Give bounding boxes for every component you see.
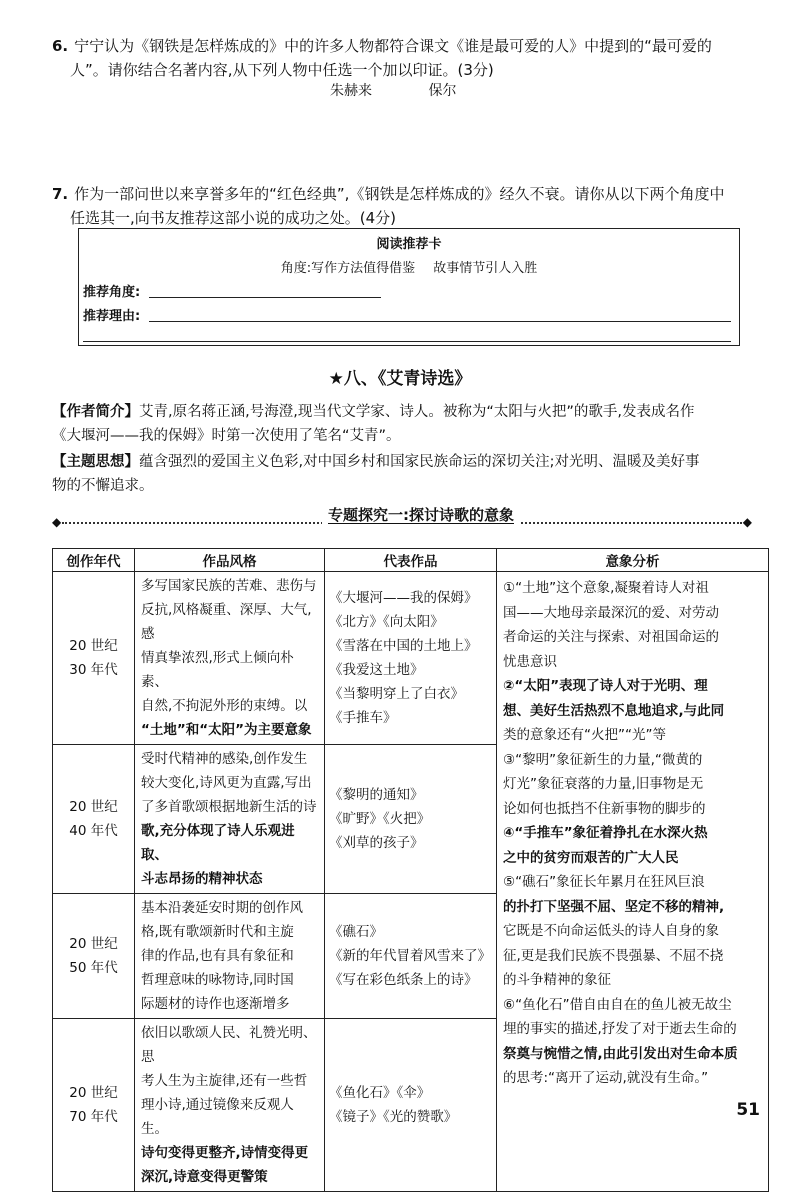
- analysis-line: ⑥“鱼化石”借自由自在的鱼儿被无故尘: [503, 996, 732, 1013]
- recommendation-card: [78, 228, 740, 346]
- works-cell: [325, 894, 497, 1019]
- table-header: 创作年代: [53, 549, 135, 572]
- character-option: 保尔: [428, 83, 457, 99]
- table-header: 意象分析: [497, 549, 769, 572]
- style-line: 斗志昂扬的精神状态: [141, 871, 263, 887]
- analysis-line: 忧患意识: [503, 653, 557, 670]
- work-title: 《礁石》: [329, 924, 383, 940]
- diamond-icon: ◆: [742, 515, 752, 529]
- work-title: 《手推车》: [329, 710, 397, 726]
- analysis-line: 它既是不向命运低头的诗人自身的象: [503, 923, 719, 939]
- question-text: 任选其一,向书友推荐这部小说的成功之处。(4分): [70, 209, 397, 227]
- era-cell: [53, 894, 135, 1019]
- card-angles: [79, 257, 739, 276]
- character-option: 朱赫来: [330, 83, 372, 99]
- analysis-line: ③“黎明”象征新生的力量,“微黄的: [503, 751, 703, 768]
- style-cell: [135, 572, 325, 745]
- imagery-table: [52, 548, 769, 1192]
- page-number: 51: [736, 1100, 760, 1120]
- analysis-line: 的扑打下坚强不屈、坚定不移的精神,: [503, 898, 725, 915]
- question-text: 人”。请你结合名著内容,从下列人物中任选一个加以印证。(3分): [70, 61, 494, 79]
- analysis-line: 灯光”象征衰落的力量,旧事物是无: [503, 776, 704, 792]
- character-options: [330, 80, 508, 100]
- card-title: 阅读推荐卡: [376, 237, 442, 252]
- theme-text: 蕴含强烈的爱国主义色彩,对中国乡村和国家民族命运的深切关注;对光明、温暖及美好事: [139, 454, 700, 470]
- style-line: 基本沿袭延安时期的创作风: [141, 900, 303, 916]
- analysis-line: 的斗争精神的象征: [503, 972, 611, 988]
- intro-text: 《大堰河——我的保姆》时第一次使用了笔名“艾青”。: [52, 428, 401, 444]
- style-line: 受时代精神的感染,创作发生: [141, 751, 308, 767]
- style-line: 理小诗,通过镜像来反观人生。: [141, 1097, 294, 1137]
- work-title: 《镜子》《光的赞歌》: [329, 1109, 458, 1125]
- analysis-cell: [497, 572, 769, 1192]
- style-line: 哲理意味的咏物诗,同时国: [141, 972, 294, 988]
- style-cell: [135, 745, 325, 894]
- question-number: 7.: [52, 185, 69, 203]
- era-cell: [53, 745, 135, 894]
- era-cell: [53, 572, 135, 745]
- angle-option: 角度:写作方法值得借鉴: [280, 261, 416, 276]
- work-title: 《新的年代冒着风雪来了》: [329, 948, 491, 964]
- analysis-line: 类的意象还有“火把”“光”等: [503, 727, 666, 743]
- theme-text: 物的不懈追求。: [52, 478, 154, 494]
- style-cell: [135, 1019, 325, 1192]
- table-row: [53, 572, 769, 745]
- angle-answer-line[interactable]: [149, 297, 381, 298]
- style-line: 歌,充分体现了诗人乐观进取、: [141, 823, 295, 863]
- work-title: 《鱼化石》《伞》: [329, 1085, 431, 1101]
- intro-text: 艾青,原名蒋正涵,号海澄,现当代文学家、诗人。被称为“太阳与火把”的歌手,发表成名作: [139, 404, 695, 420]
- topic-title: 专题探究一:探讨诗歌的意象: [322, 504, 520, 525]
- era-line: 30 年代: [69, 662, 118, 678]
- analysis-line: 想、美好生活热烈不息地追求,与此同: [503, 702, 725, 719]
- style-line: 情真挚浓烈,形式上倾向朴素、: [141, 650, 294, 690]
- works-cell: [325, 572, 497, 745]
- style-line: 律的作品,也有具有象征和: [141, 948, 294, 964]
- analysis-line: 祭奠与惋惜之情,由此引发出对生命本质: [503, 1045, 738, 1062]
- theme-label: 【主题思想】: [52, 454, 139, 470]
- era-cell: [53, 1019, 135, 1192]
- analysis-line: 埋的事实的描述,抒发了对于逝去生命的: [503, 1021, 737, 1037]
- work-title: 《写在彩色纸条上的诗》: [329, 972, 478, 988]
- question-6: [52, 34, 712, 82]
- analysis-line: ②“太阳”表现了诗人对于光明、理: [503, 678, 708, 694]
- style-cell: [135, 894, 325, 1019]
- work-title: 《旷野》《火把》: [329, 811, 431, 827]
- works-cell: [325, 745, 497, 894]
- era-line: 20 世纪: [69, 799, 118, 815]
- style-line: 依旧以歌颂人民、礼赞光明、思: [141, 1025, 317, 1065]
- question-text: 作为一部问世以来享誉多年的“红色经典”,《钢铁是怎样炼成的》经久不衰。请你从以下两个角度中: [74, 185, 725, 203]
- analysis-line: 国——大地母亲最深沉的爱、对劳动: [503, 604, 719, 621]
- work-title: 《黎明的通知》: [329, 787, 424, 803]
- table-header: 作品风格: [135, 549, 325, 572]
- work-title: 《雪落在中国的土地上》: [329, 638, 478, 654]
- style-line: 诗句变得更整齐,诗情变得更: [141, 1145, 309, 1161]
- reason-label: 推荐理由:: [83, 309, 141, 324]
- era-line: 70 年代: [69, 1109, 118, 1125]
- work-title: 《北方》《向太阳》: [329, 614, 444, 630]
- analysis-line: 征,更是我们民族不畏强暴、不屈不挠: [503, 947, 724, 964]
- works-cell: [325, 1019, 497, 1192]
- work-title: 《当黎明穿上了白衣》: [329, 686, 464, 702]
- angle-option: 故事情节引人入胜: [433, 261, 538, 276]
- question-7: [52, 182, 724, 230]
- style-line: 反抗,风格凝重、深厚、大气,感: [141, 602, 312, 642]
- style-line: 考人生为主旋律,还有一些哲: [141, 1073, 308, 1089]
- table-header-row: [53, 549, 769, 572]
- style-line: 多写国家民族的苦难、悲伤与: [141, 578, 317, 594]
- table-header: 代表作品: [325, 549, 497, 572]
- topic-bar: [52, 504, 752, 534]
- analysis-line: 之中的贫穷而艰苦的广大人民: [503, 849, 679, 866]
- style-line: 际题材的诗作也逐渐增多: [141, 996, 290, 1012]
- work-title: 《大堰河——我的保姆》: [329, 590, 478, 606]
- section-title: ★八、《艾青诗选》: [328, 369, 472, 389]
- author-intro: [52, 400, 752, 448]
- style-line: “土地”和“太阳”为主要意象: [141, 722, 312, 738]
- era-line: 20 世纪: [69, 1085, 118, 1101]
- analysis-line: 者命运的关注与探索、对祖国命运的: [503, 629, 719, 645]
- work-title: 《刈草的孩子》: [329, 835, 424, 851]
- intro-label: 【作者简介】: [52, 404, 139, 420]
- analysis-line: ①“土地”这个意象,凝聚着诗人对祖: [503, 580, 709, 596]
- analysis-line: 论如何也抵挡不住新事物的脚步的: [503, 800, 706, 817]
- reason-answer-line[interactable]: [83, 341, 731, 342]
- style-line: 格,既有歌颂新时代和主旋: [141, 924, 294, 940]
- style-line: 了多首歌颂根据地新生活的诗: [141, 799, 317, 815]
- style-line: 较大变化,诗风更为直露,写出: [141, 775, 312, 791]
- analysis-line: ④“手推车”象征着挣扎在水深火热: [503, 825, 708, 841]
- style-line: 深沉,诗意变得更警策: [141, 1169, 268, 1185]
- analysis-line: ⑤“礁石”象征长年累月在狂风巨浪: [503, 874, 705, 890]
- diamond-icon: ◆: [52, 515, 62, 529]
- era-line: 50 年代: [69, 960, 118, 976]
- theme-summary: [52, 450, 752, 498]
- style-line: 自然,不拘泥外形的束缚。以: [141, 698, 308, 714]
- angle-label: 推荐角度:: [83, 285, 141, 300]
- analysis-line: 的思考:“离开了运动,就没有生命。”: [503, 1070, 709, 1086]
- work-title: 《我爱这土地》: [329, 662, 424, 678]
- era-line: 20 世纪: [69, 936, 118, 952]
- question-text: 宁宁认为《钢铁是怎样炼成的》中的许多人物都符合课文《谁是最可爱的人》中提到的“最可爱的: [74, 37, 712, 55]
- era-line: 20 世纪: [69, 638, 118, 654]
- question-number: 6.: [52, 37, 69, 55]
- era-line: 40 年代: [69, 823, 118, 839]
- reason-answer-line[interactable]: [149, 321, 731, 322]
